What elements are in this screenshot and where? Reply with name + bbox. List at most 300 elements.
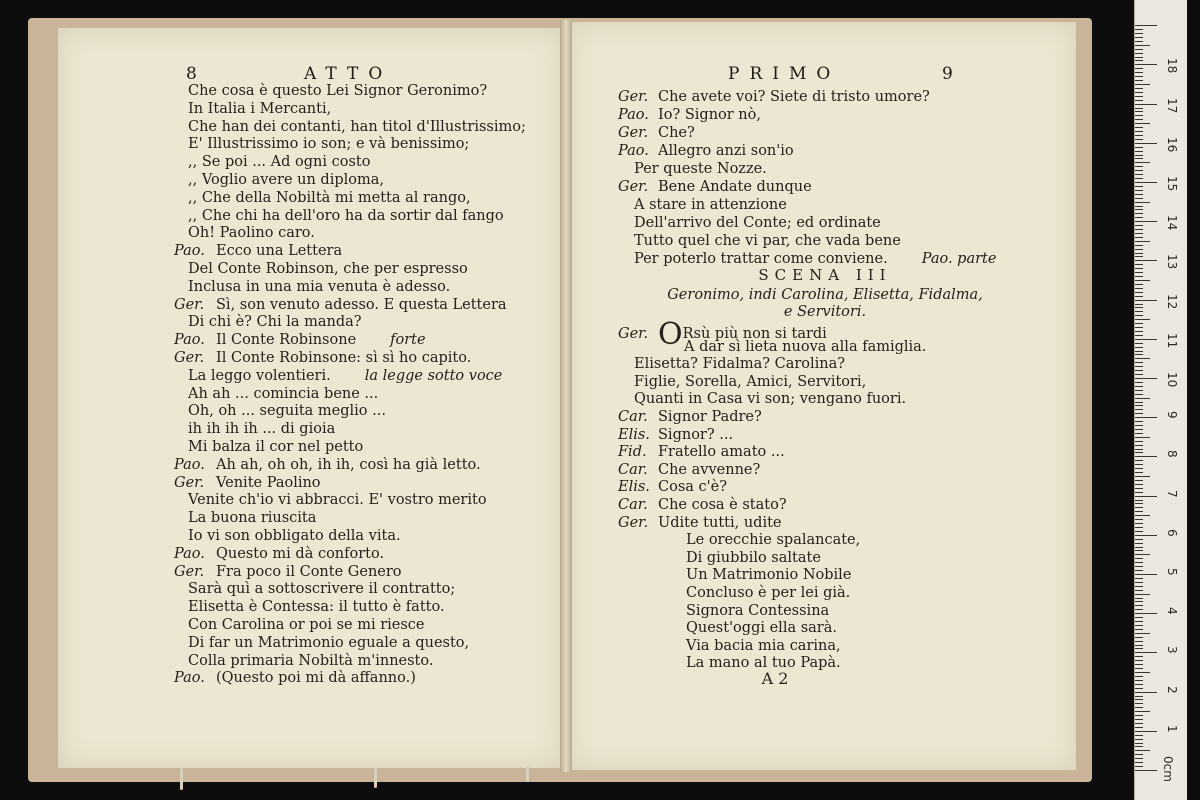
right-page-header [720,64,980,88]
line-text: Oh, oh ... seguita meglio ... [188,403,386,420]
line-text: A stare in attenzione [634,197,787,213]
ruler-tick [1135,456,1157,457]
ruler-tick [1135,692,1157,693]
line-text: Figlie, Sorella, Amici, Servitori, [634,373,867,390]
line-text: ,, Se poi ... Ad ogni costo [188,154,371,171]
ruler-tick [1135,284,1143,285]
speaker-label: Pao. [174,670,205,687]
text-line [188,118,526,136]
ruler-tick [1135,652,1157,653]
line-text: Sì, son venuto adesso. E questa Lettera [216,296,507,313]
ruler-tick [1135,300,1157,301]
text-line [686,637,841,655]
ruler-tick [1135,515,1150,516]
ruler-tick [1135,676,1143,677]
ruler-tick [1135,754,1143,755]
line-text: Mi balza il cor nel petto [188,439,364,455]
ruler-tick [1135,53,1143,54]
line-text: A dar sì lieta nuova alla famiglia. [684,338,927,355]
text-line [174,669,416,687]
ruler-tick [1135,617,1143,618]
ruler-tick [1135,111,1143,112]
ruler-tick [1135,633,1150,634]
text-line [174,563,402,581]
ruler-tick [1135,41,1143,42]
ruler-tick [1135,743,1143,744]
speaker-label: Ger. [174,296,205,313]
line-text: Signor? ... [658,426,734,443]
text-line [188,509,316,527]
ruler-tick [1135,464,1143,465]
ruler-tick [1135,770,1157,771]
ruler-tick [1135,731,1157,732]
ruler-tick [1135,433,1143,434]
line-text: Con Carolina or poi se mi riesce [188,617,425,633]
ruler-tick [1135,488,1143,489]
text-line [618,514,782,532]
ruler-tick [1135,519,1143,520]
line-text: ih ih ih ih ... di gioia [188,421,336,438]
ruler-tick [1135,539,1143,540]
ruler-tick [1135,245,1143,246]
ruler-tick [1135,586,1143,587]
text-line [618,124,695,142]
ruler-tick [1135,268,1143,269]
ruler-tick [1135,272,1143,273]
speaker-label: Ger. [618,326,649,342]
ruler-tick [1135,76,1143,77]
ruler-tick [1135,170,1143,171]
line-text: Io vi son obbligato della vita. [188,528,401,544]
text-line [188,652,433,670]
speaker-label: Pao. [174,243,205,260]
ruler-number: 5 [1165,568,1179,576]
ruler-tick [1135,84,1150,85]
ruler-tick [1135,703,1143,704]
ruler-tick [1135,641,1143,642]
ruler-tick [1135,68,1143,69]
ruler-tick [1135,413,1143,414]
text-line [188,171,384,189]
line-text: ,, Che della Nobiltà mi metta al rango, [188,189,471,206]
speaker-label: Ger. [618,514,649,531]
ruler-tick [1135,480,1143,481]
line-text: Questo mi dà conforto. [216,545,385,562]
ruler-tick [1135,323,1143,324]
speaker-label: Pao. [174,456,205,473]
ruler-tick [1135,119,1143,120]
ruler-tick [1135,739,1143,740]
text-line [618,142,794,160]
line-text: Colla primaria Nobiltà m'innesto. [188,652,434,669]
ruler-tick [1135,672,1150,673]
ruler-tick [1135,45,1150,46]
ruler-tick [1135,131,1143,132]
speaker-label: Elis. [618,426,650,443]
line-text: Rsù più non si tardi [682,326,827,342]
text-line [618,478,727,496]
line-text: Il Conte Robinsone [216,332,357,349]
text-line [634,214,881,232]
ruler-tick [1135,202,1150,203]
thread-strand [374,768,377,788]
ruler-tick [1135,229,1143,230]
ruler-tick [1135,503,1143,504]
ruler-tick [1135,550,1143,551]
ruler-tick [1135,719,1143,720]
ruler-tick [1135,605,1143,606]
ruler-tick [1135,696,1143,697]
ruler-tick [1135,441,1143,442]
ruler-tick [1135,256,1143,257]
ruler-tick [1135,511,1143,512]
ruler-tick [1135,178,1143,179]
ruler-tick [1135,625,1143,626]
ruler-tick [1135,472,1143,473]
ruler-tick [1135,253,1143,254]
line-text: Per queste Nozze. [634,161,767,177]
ruler-tick [1135,613,1157,614]
line-text: Allegro anzi son'io [658,143,794,159]
ruler-tick [1135,374,1143,375]
ruler-tick [1135,664,1143,665]
ruler-tick [1135,315,1143,316]
ruler-number: 9 [1165,411,1179,419]
text-line [634,232,901,250]
ruler-tick [1135,500,1143,501]
ruler-tick [1135,280,1150,281]
line-text: Signora Contessina [686,602,830,619]
ruler-tick [1135,358,1150,359]
line-text: Io? Signor nò, [658,107,761,123]
speaker-label: Ger. [174,350,205,366]
line-text: Che? [658,125,695,141]
ruler-tick [1135,699,1143,700]
text-line [174,296,507,314]
running-head: PRIMO [728,64,841,84]
text-line [174,545,384,563]
ruler-number: 2 [1165,685,1179,694]
text-line [618,461,760,479]
ruler-tick [1135,382,1143,383]
line-text: Di far un Matrimonio eguale a questo, [188,634,470,651]
ruler-tick [1135,72,1143,73]
ruler-tick [1135,562,1143,563]
ruler-tick [1135,49,1143,50]
ruler-tick [1135,57,1143,58]
speaker-label: Pao. [618,107,649,123]
ruler-tick [1135,288,1143,289]
line-text: Per poterlo trattar come conviene. [634,251,888,267]
line-text: Il Conte Robinsone: sì sì ho capito. [216,350,472,366]
ruler-tick [1135,723,1143,724]
text-line [174,242,342,260]
ruler-tick [1135,460,1143,461]
ruler-tick [1135,570,1143,571]
ruler-tick [1135,660,1143,661]
text-line [188,135,469,153]
text-line [686,602,829,620]
ruler-tick [1135,327,1143,328]
ruler-tick [1135,527,1143,528]
ruler-tick [1135,354,1143,355]
line-text: Via bacia mia carina, [686,637,841,654]
ruler-tick [1135,186,1143,187]
ruler-tick [1135,190,1143,191]
ruler-tick [1135,484,1143,485]
ruler-tick [1135,492,1143,493]
ruler-tick [1135,335,1143,336]
measuring-ruler [1134,0,1187,800]
ruler-tick [1135,221,1157,222]
line-text: La buona riuscita [188,510,317,527]
ruler-tick [1135,558,1143,559]
ruler-tick [1135,351,1143,352]
ruler-tick [1135,535,1157,536]
text-line [174,349,471,367]
scene-characters: Geronimo, indi Carolina, Elisetta, Fidalma, [667,287,983,303]
text-line [618,496,787,514]
ruler-number: 17 [1165,97,1179,113]
page-number: 9 [942,64,953,84]
line-text: Quanti in Casa vi son; vengano fuori. [634,391,907,408]
ruler-tick [1135,311,1143,312]
speaker-label: Car. [618,461,648,478]
speaker-label: Fid. [618,444,647,461]
line-text: Cosa c'è? [658,479,727,496]
ruler-number: 8 [1165,450,1179,459]
line-text: Di chi è? Chi la manda? [188,314,362,331]
text-line [188,438,363,456]
ruler-number: 3 [1165,646,1179,655]
ruler-tick [1135,147,1143,148]
ruler-number: 14 [1165,215,1179,231]
ruler-number: 7 [1165,489,1179,498]
ruler-tick [1135,590,1143,591]
line-text: La mano al tuo Papà. [686,655,841,672]
ruler-tick [1135,496,1157,497]
drop-cap: O [658,317,683,352]
speaker-label: Ger. [618,89,649,105]
ruler-tick [1135,108,1143,109]
line-text: ,, Che chi ha dell'oro ha da sortir dal fango [188,207,504,224]
line-text: Che cosa è stato? [658,497,787,513]
line-text: Bene Andate dunque [658,179,812,195]
text-line [188,278,450,296]
ruler-unit-label: 0cm [1161,756,1175,782]
ruler-tick [1135,276,1143,277]
ruler-tick [1135,370,1143,371]
text-line [618,443,785,461]
line-text: Quest'oggi ella sarà. [686,620,837,637]
ruler-tick [1135,33,1143,34]
line-text: La leggo volentieri. [188,367,331,384]
line-text: Un Matrimonio Nobile [686,567,852,584]
ruler-number: 12 [1165,293,1179,309]
ruler-tick [1135,468,1143,469]
ruler-tick [1135,104,1157,105]
ruler-tick [1135,445,1143,446]
line-text: Di giubbilo saltate [686,549,821,566]
ruler-tick [1135,182,1157,183]
text-line [618,88,930,106]
text-line [188,367,502,385]
ruler-number: 16 [1165,136,1179,153]
text-line [686,566,851,584]
ruler-tick [1135,331,1143,332]
ruler-tick [1135,260,1157,261]
text-line [174,331,426,349]
line-text: Dell'arrivo del Conte; ed ordinate [634,215,881,231]
ruler-tick [1135,29,1143,30]
text-line [188,580,455,598]
line-text: Inclusa in una mia venuta è adesso. [188,278,451,295]
line-text: (Questo poi mi dà affanno.) [216,670,416,687]
line-text: Fratello amato ... [658,444,785,461]
text-line [188,527,401,545]
ruler-number: 6 [1165,528,1179,537]
line-text: Che cosa è questo Lei Signor Geronimo? [188,83,488,99]
ruler-tick [1135,139,1143,140]
line-text: Venite ch'io vi abbracci. E' vostro merito [188,492,487,509]
ruler-tick [1135,421,1143,422]
text-line [188,207,504,225]
ruler-number: 15 [1165,176,1179,192]
text-line [634,373,866,391]
ruler-tick [1135,296,1143,297]
ruler-tick [1135,715,1143,716]
ruler-tick [1135,668,1143,669]
speaker-label: Ger. [618,179,649,195]
text-line [684,338,926,356]
ruler-tick [1135,96,1143,97]
ruler-tick [1135,684,1143,685]
ruler-tick [1135,115,1143,116]
text-line [618,178,812,196]
speaker-label: Pao. [618,143,649,159]
ruler-tick [1135,452,1143,453]
text-line [188,313,362,331]
line-text: Sarà quì a sottoscrivere il contratto; [188,581,456,598]
text-line [188,189,471,207]
thread-strand [180,768,183,790]
ruler-tick [1135,680,1143,681]
text-line [174,456,481,474]
ruler-tick [1135,707,1143,708]
ruler-tick [1135,750,1150,751]
text-line [618,106,761,124]
text-line [188,491,487,509]
speaker-label: Car. [618,409,648,425]
text-line [188,224,315,242]
ruler-tick [1135,241,1150,242]
ruler-tick [1135,417,1157,418]
text-line [618,426,733,444]
ruler-tick [1135,264,1143,265]
ruler-tick [1135,206,1143,207]
ruler-tick [1135,155,1143,156]
stage-direction: la legge sotto voce [364,367,503,384]
ruler-tick [1135,758,1143,759]
stage-direction: Pao. parte [921,251,997,267]
ruler-tick [1135,37,1143,38]
ruler-tick [1135,727,1143,728]
line-text: Che avete voi? Siete di tristo umore? [658,89,930,105]
text-line [188,153,370,171]
line-text: Ah ah, oh oh, ih ih, così ha già letto. [216,456,481,473]
ruler-tick [1135,237,1143,238]
ruler-tick [1135,151,1143,152]
text-line [188,634,469,652]
ruler-tick [1135,319,1150,320]
ruler-tick [1135,629,1143,630]
ruler-tick [1135,209,1143,210]
ruler-tick [1135,746,1143,747]
ruler-tick [1135,162,1150,163]
signature-mark: A 2 [761,669,789,688]
ruler-tick [1135,347,1143,348]
ruler-tick [1135,402,1143,403]
line-text: Fra poco il Conte Genero [216,563,402,580]
ruler-tick [1135,648,1143,649]
ruler-tick [1135,198,1143,199]
ruler-tick [1135,166,1143,167]
ruler-number: 4 [1165,607,1179,615]
ruler-tick [1135,425,1143,426]
ruler-tick [1135,135,1143,136]
stage-direction: forte [390,332,426,349]
speaker-label: Ger. [174,474,205,491]
text-line [618,408,762,426]
ruler-tick [1135,437,1150,438]
text-line [188,100,331,118]
line-text: Oh! Paolino caro. [188,225,315,242]
ruler-tick [1135,711,1150,712]
line-text: Elisetta? Fidalma? Carolina? [634,356,846,373]
ruler-tick [1135,621,1143,622]
ruler-number: 10 [1165,372,1179,388]
ruler-number: 11 [1165,332,1179,349]
ruler-tick [1135,143,1157,144]
text-line [686,531,860,549]
ruler-tick [1135,343,1143,344]
text-line [188,616,425,634]
ruler-tick [1135,609,1143,610]
text-line [188,260,468,278]
thread-strand [526,766,529,782]
line-text: Venite Paolino [216,474,321,491]
ruler-tick [1135,60,1143,61]
ruler-tick [1135,362,1143,363]
ruler-tick [1135,390,1143,391]
ruler-tick [1135,233,1143,234]
text-line [634,390,906,408]
ruler-tick [1135,194,1143,195]
ruler-tick [1135,523,1143,524]
line-text: Ah ah ... comincia bene ... [188,385,379,402]
ruler-tick [1135,766,1143,767]
ruler-tick [1135,582,1143,583]
ruler-tick [1135,127,1143,128]
ruler-tick [1135,88,1143,89]
ruler-tick [1135,339,1157,340]
speaker-label: Car. [618,497,648,513]
text-line [634,160,767,178]
speaker-label: Ger. [618,125,649,141]
ruler-tick [1135,64,1157,65]
text-line [634,355,845,373]
ruler-tick [1135,307,1143,308]
